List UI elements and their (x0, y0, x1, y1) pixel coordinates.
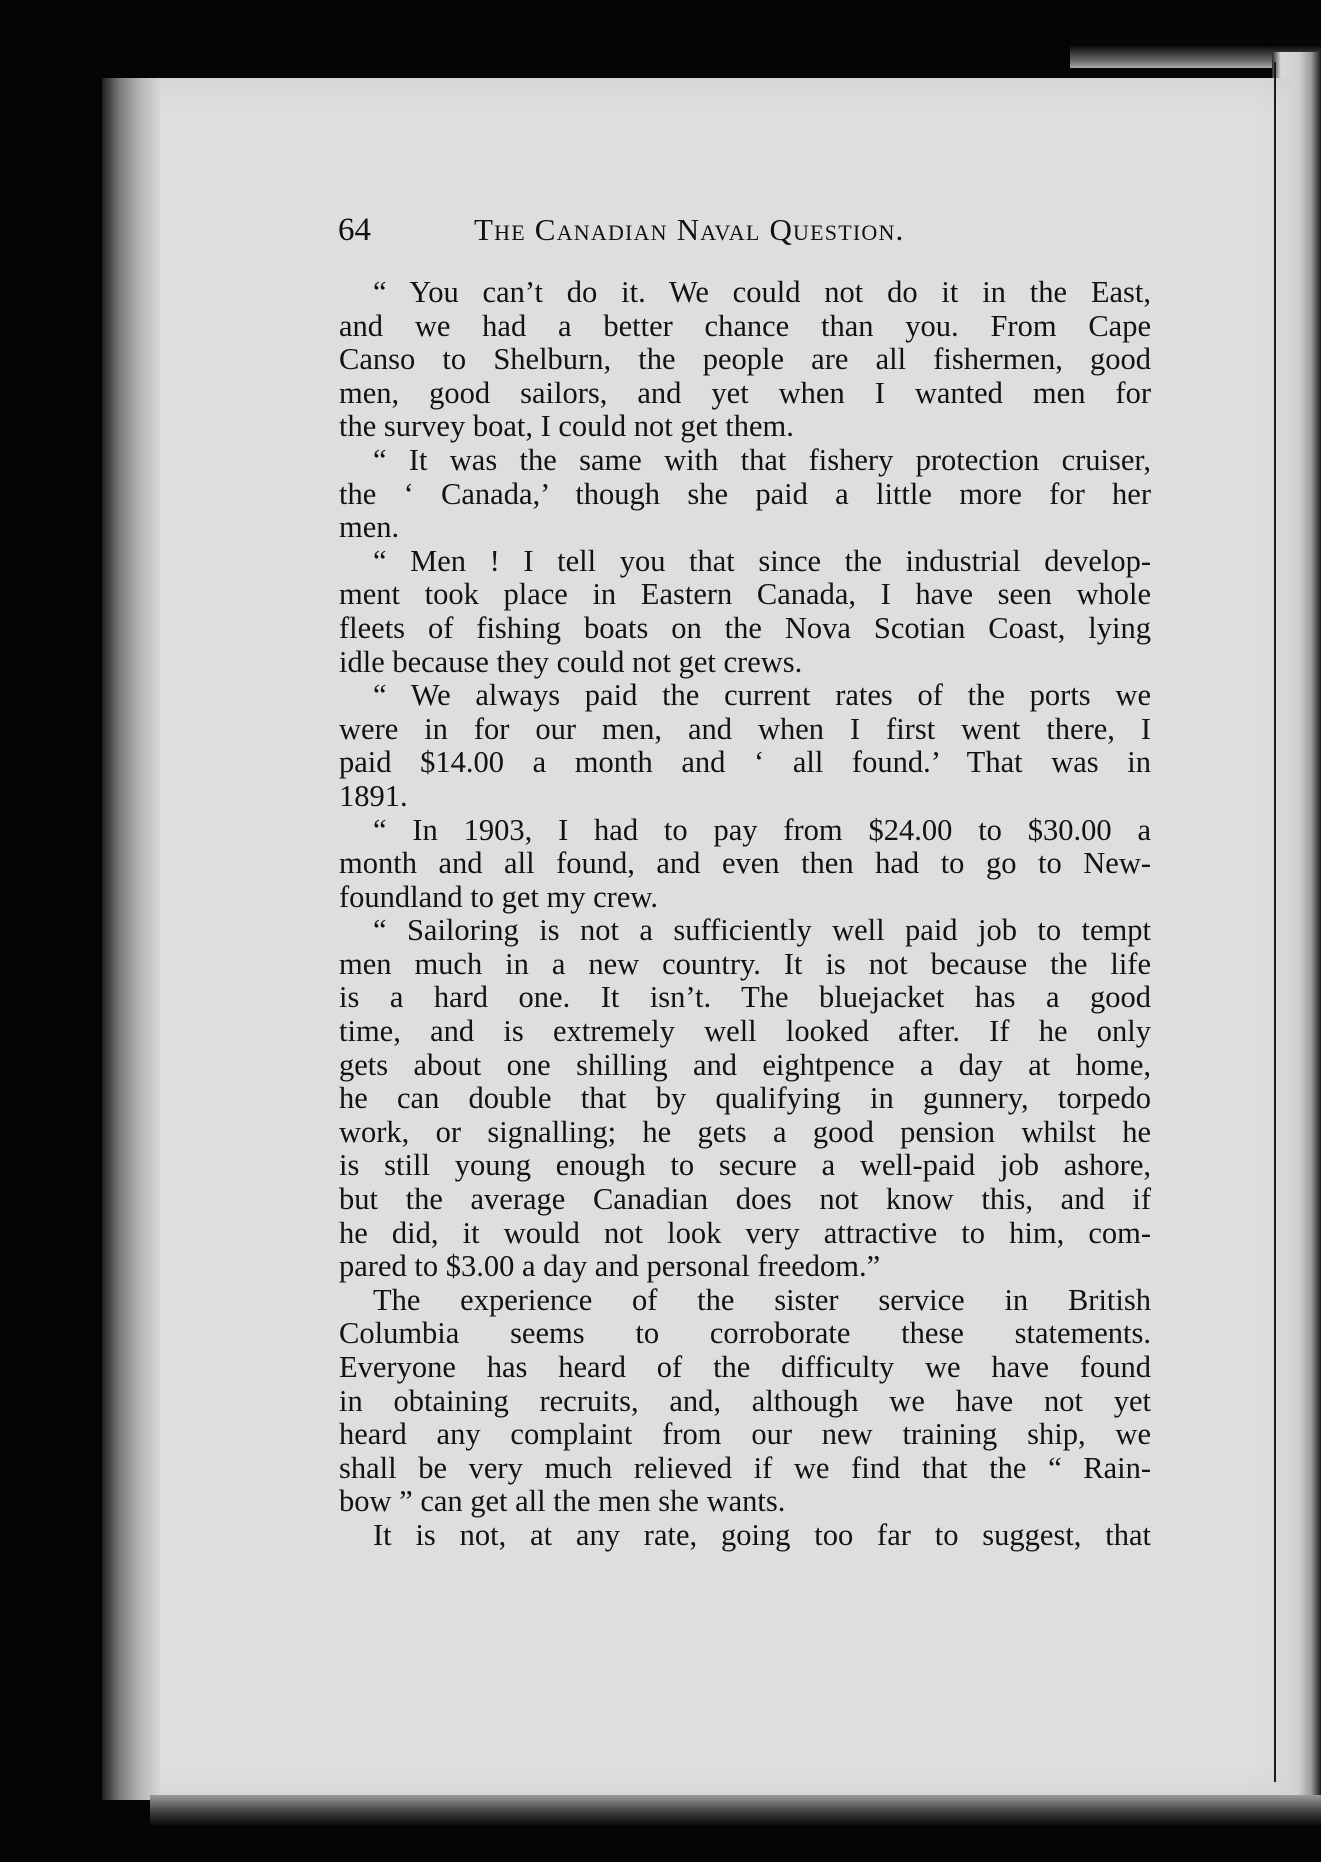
text-line: men. (339, 510, 400, 545)
text-line: Canso to Shelburn, the people are all fishermen, good (339, 342, 1151, 377)
text-line: “ In 1903, I had to pay from $24.00 to $30.00 a (373, 812, 1151, 847)
text-line: ment took place in Eastern Canada, I have seen whole (339, 577, 1151, 612)
text-line: in obtaining recruits, and, although we have not yet (339, 1383, 1151, 1418)
text-line: It is not, at any rate, going too far to suggest, that (373, 1517, 1151, 1552)
body-text (339, 276, 1151, 1553)
text-line: is a hard one. It isn’t. The bluejacket has a good (339, 980, 1151, 1015)
text-line: the survey boat, I could not get them. (339, 409, 794, 444)
text-line: pared to $3.00 a day and personal freedom.” (339, 1249, 881, 1284)
text-line: work, or signalling; he gets a good pension whilst he (339, 1114, 1151, 1149)
text-line: “ It was the same with that fishery protection cruiser, (373, 442, 1151, 477)
text-line: were in for our men, and when I first went there, I (339, 711, 1151, 746)
text-line: and we had a better chance than you. From Cape (339, 308, 1151, 343)
text-line: month and all found, and even then had to go to New- (339, 846, 1151, 881)
text-line: time, and is extremely well looked after. If he only (339, 1014, 1151, 1049)
page-header (338, 212, 1038, 260)
text-line: he can double that by qualifying in gunnery, torpedo (339, 1081, 1151, 1116)
text-line: is still young enough to secure a well-paid job ashore, (339, 1148, 1151, 1183)
text-line: paid $14.00 a month and ‘ all found.’ That was in (339, 745, 1151, 780)
text-line: The experience of the sister service in British (373, 1282, 1151, 1317)
text-line: shall be very much relieved if we find that the “ Rain- (339, 1450, 1151, 1485)
text-line: 1891. (339, 778, 408, 813)
text-line: “ Sailoring is not a sufficiently well paid job to tempt (373, 913, 1151, 948)
text-line: “ We always paid the current rates of the ports we (373, 678, 1151, 713)
text-line: men, good sailors, and yet when I wanted men for (339, 375, 1151, 410)
text-line: idle because they could not get crews. (339, 644, 803, 679)
text-line: “ You can’t do it. We could not do it in the East, (373, 275, 1151, 309)
text-line: gets about one shilling and eightpence a day at home, (339, 1047, 1151, 1082)
page-number: 64 (338, 212, 371, 248)
text-line: the ‘ Canada,’ though she paid a little more for her (339, 476, 1151, 511)
book-bottom-edge (150, 1795, 1321, 1825)
running-title: The Canadian Naval Question. (474, 212, 905, 247)
text-line: foundland to get my crew. (339, 879, 659, 914)
page-edge-line (1274, 62, 1276, 1782)
text-line: fleets of fishing boats on the Nova Scotian Coast, lying (339, 610, 1151, 645)
text-line: he did, it would not look very attractive to him, com- (339, 1215, 1151, 1250)
text-line: “ Men ! I tell you that since the industrial develop- (373, 543, 1151, 578)
text-line: men much in a new country. It is not because the life (339, 946, 1151, 981)
text-line: but the average Canadian does not know this, and if (339, 1182, 1151, 1217)
text-line: Everyone has heard of the difficulty we have found (339, 1350, 1151, 1384)
page-gutter-shadow (102, 78, 160, 1800)
text-line: bow ” can get all the men she wants. (339, 1484, 786, 1519)
text-line: Columbia seems to corroborate these statements. (339, 1316, 1151, 1351)
text-line: heard any complaint from our new training ship, we (339, 1417, 1151, 1452)
